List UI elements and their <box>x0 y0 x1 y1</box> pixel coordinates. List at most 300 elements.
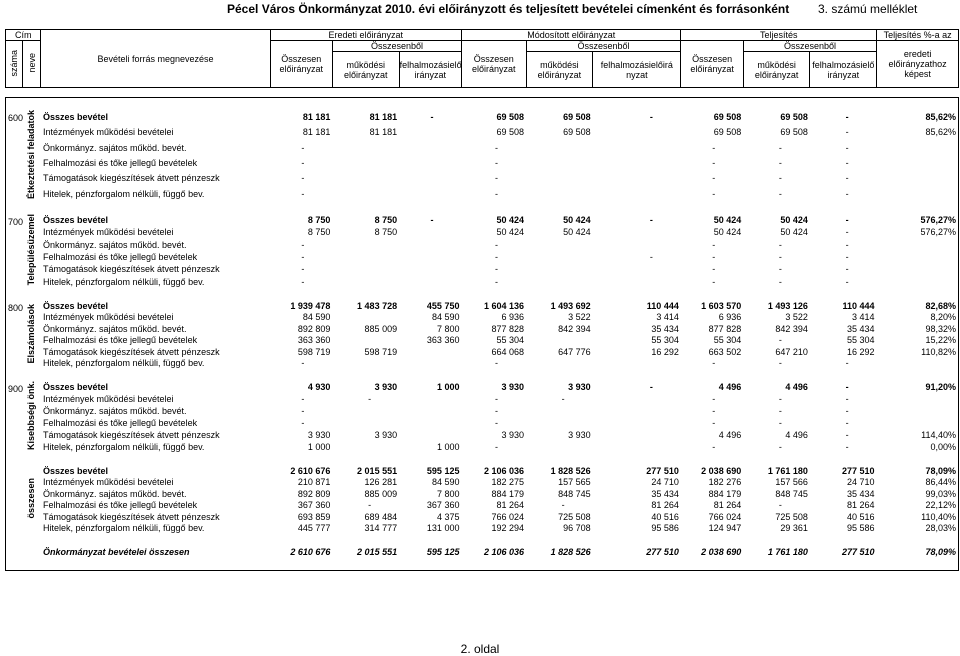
value-cell: - <box>778 500 782 511</box>
cim-name <box>23 465 41 534</box>
value-cell: - <box>778 335 782 346</box>
value-cell: 50 424 <box>713 227 742 238</box>
grand-total-value: 78,09% <box>925 546 956 557</box>
annex-label: 3. számú melléklet <box>818 2 918 16</box>
blank <box>23 546 41 558</box>
value-cell <box>332 441 399 453</box>
table-row <box>6 500 959 512</box>
col-eredeti-osszesen: Összesen előirányzat <box>270 41 332 88</box>
value-cell: 367 360 <box>426 500 460 511</box>
table-row <box>6 511 959 523</box>
value-cell: 85,62% <box>925 112 956 123</box>
value-cell <box>877 251 959 263</box>
value-cell: 3 930 <box>501 381 524 392</box>
value-cell: 3 930 <box>568 381 591 392</box>
value-cell <box>526 358 593 370</box>
value-cell: - <box>845 417 849 428</box>
table-row <box>6 276 959 288</box>
source-label: Összes bevétel <box>42 214 109 225</box>
value-cell: 8 750 <box>374 214 398 225</box>
document-title: Pécel Város Önkormányzat 2010. évi előirányzott és teljesített bevételei címenként és forrásonként <box>227 2 790 16</box>
value-cell <box>877 276 959 288</box>
value-cell: - <box>494 251 498 262</box>
value-cell: 576,27% <box>920 227 956 238</box>
grand-total-value: 2 038 690 <box>701 546 742 557</box>
value-cell <box>526 156 593 171</box>
source-label: Felhalmozási és tőke jellegű bevételek <box>42 158 198 169</box>
value-cell: 848 745 <box>775 488 808 499</box>
value-cell: 363 360 <box>426 335 460 346</box>
value-cell: 24 710 <box>847 477 875 488</box>
value-cell: - <box>845 112 849 123</box>
value-cell: 3 522 <box>785 312 808 323</box>
value-cell: 6 936 <box>501 312 524 323</box>
value-cell: - <box>649 112 653 123</box>
value-cell <box>593 417 681 429</box>
value-cell: 40 516 <box>651 511 679 522</box>
value-cell: - <box>778 142 782 153</box>
value-cell <box>593 156 681 171</box>
value-cell: - <box>301 173 305 184</box>
grand-total-value: 2 015 551 <box>357 546 398 557</box>
source-label: Intézmények működési bevételei <box>42 393 174 404</box>
value-cell: - <box>494 358 498 369</box>
value-cell <box>526 417 593 429</box>
group-total-row <box>6 214 959 226</box>
value-cell: 99,03% <box>925 488 956 499</box>
value-cell <box>593 125 681 140</box>
col-neve: neve <box>23 41 41 88</box>
value-cell: - <box>494 173 498 184</box>
value-cell: 69 508 <box>713 112 742 123</box>
value-cell: 1 761 180 <box>767 465 808 476</box>
value-cell: 4 375 <box>436 511 460 522</box>
value-cell: 277 510 <box>842 465 875 476</box>
value-cell: 35 434 <box>847 488 875 499</box>
spacer-row <box>6 202 959 214</box>
value-cell: 693 859 <box>297 511 331 522</box>
value-cell: 81 181 <box>369 112 398 123</box>
table-row <box>6 323 959 335</box>
source-label: Felhalmozási és tőke jellegű bevételek <box>42 417 198 428</box>
source-label: Hitelek, pénzforgalom nélküli, függő bev. <box>42 276 205 287</box>
value-cell: 81 181 <box>302 127 331 138</box>
value-cell: 84 590 <box>431 477 460 488</box>
value-cell <box>593 226 681 238</box>
value-cell: 24 710 <box>651 477 679 488</box>
value-cell: 4 496 <box>785 429 808 440</box>
value-cell <box>399 141 461 156</box>
col-mod-osszesen: Összesen előirányzat <box>462 41 527 88</box>
value-cell: - <box>712 405 716 416</box>
value-cell: 663 502 <box>708 346 742 357</box>
value-cell: 848 745 <box>558 488 591 499</box>
value-cell: 598 719 <box>297 346 331 357</box>
value-cell: 157 565 <box>558 477 591 488</box>
value-cell: 55 304 <box>496 335 524 346</box>
value-cell: - <box>649 251 653 262</box>
value-cell: - <box>845 158 849 169</box>
blank <box>6 546 23 558</box>
value-cell: 3 930 <box>307 429 331 440</box>
value-cell: 35 434 <box>651 323 679 334</box>
grand-total-value: 2 610 676 <box>290 546 331 557</box>
value-cell: 2 038 690 <box>701 465 742 476</box>
value-cell: - <box>430 112 434 123</box>
cim-name-label: összesen <box>26 478 37 519</box>
source-label: Önkormányz. sajátos működ. bevét. <box>42 323 187 334</box>
value-cell: 50 424 <box>780 227 808 238</box>
source-label: Felhalmozási és tőke jellegű bevételek <box>42 500 198 511</box>
value-cell: 110,82% <box>921 346 956 357</box>
value-cell: 2 106 036 <box>483 465 524 476</box>
value-cell: - <box>494 158 498 169</box>
value-cell: 157 566 <box>775 477 808 488</box>
value-cell: - <box>778 393 782 404</box>
col-szama: száma <box>6 41 23 88</box>
value-cell <box>332 239 399 251</box>
cim-code: 700 <box>8 217 23 228</box>
value-cell: 95 586 <box>651 523 679 534</box>
value-cell: 81 264 <box>496 500 524 511</box>
value-cell: 86,44% <box>925 477 956 488</box>
col-eredeti-osszesenbol: Összesenből <box>332 41 461 52</box>
grand-total-row <box>6 546 959 558</box>
col-pct-top: Teljesítés %-a az <box>877 30 959 41</box>
value-cell: 69 508 <box>563 127 591 138</box>
value-cell: - <box>845 441 849 452</box>
value-cell <box>399 417 461 429</box>
page-number: 2. oldal <box>460 642 500 656</box>
value-cell <box>526 187 593 202</box>
value-cell: 314 777 <box>364 523 398 534</box>
value-cell: 7 800 <box>436 488 460 499</box>
col-pct-rest: eredeti előirányzathoz képest <box>877 41 959 88</box>
value-cell <box>593 239 681 251</box>
value-cell: 55 304 <box>847 335 875 346</box>
value-cell: 85,62% <box>925 127 956 138</box>
value-cell: - <box>845 429 849 440</box>
value-cell <box>593 276 681 288</box>
value-cell: - <box>712 417 716 428</box>
value-cell: 40 516 <box>847 511 875 522</box>
grand-total-value: 277 510 <box>646 546 679 557</box>
source-label: Önkormányz. sajátos működ. bevét. <box>42 142 187 153</box>
value-cell: - <box>778 441 782 452</box>
value-cell <box>399 226 461 238</box>
table-row <box>6 239 959 251</box>
value-cell: - <box>301 393 305 404</box>
value-cell <box>877 417 959 429</box>
table-row <box>6 264 959 276</box>
source-label: Összes bevétel <box>42 300 109 311</box>
table-row <box>6 187 959 202</box>
value-cell: 110 444 <box>842 300 875 311</box>
value-cell: 877 828 <box>491 323 524 334</box>
value-cell <box>332 141 399 156</box>
value-cell: 50 424 <box>496 214 524 225</box>
value-cell: - <box>301 239 305 250</box>
table-row <box>6 251 959 263</box>
value-cell: 8 750 <box>307 227 331 238</box>
value-cell: - <box>712 358 716 369</box>
revenue-table <box>5 97 959 571</box>
value-cell: 455 750 <box>426 300 460 311</box>
value-cell: 885 009 <box>364 323 398 334</box>
source-label: Intézmények működési bevételei <box>42 227 174 238</box>
grand-total-value: 1 828 526 <box>550 546 591 557</box>
value-cell <box>593 393 681 405</box>
value-cell: - <box>845 227 849 238</box>
value-cell: 110,40% <box>921 511 956 522</box>
col-modositott: Módosított előirányzat <box>462 30 681 41</box>
spacer-row <box>6 558 959 571</box>
value-cell: - <box>778 158 782 169</box>
value-cell: 81 181 <box>369 127 398 138</box>
value-cell <box>526 141 593 156</box>
value-cell <box>877 239 959 251</box>
table-row <box>6 477 959 489</box>
col-mod-felhalm: felhalmozásielőirá nyzat <box>593 52 681 88</box>
col-teljesites: Teljesítés <box>681 30 877 41</box>
value-cell: 29 361 <box>780 523 808 534</box>
value-cell: 98,32% <box>925 323 956 334</box>
value-cell: 1 939 478 <box>290 300 331 311</box>
value-cell: 884 179 <box>708 488 742 499</box>
value-cell <box>332 156 399 171</box>
col-eredeti-mukodesi: működési előirányzat <box>332 52 399 88</box>
table-row <box>6 141 959 156</box>
table-row <box>6 125 959 140</box>
value-cell: - <box>494 188 498 199</box>
value-cell: - <box>778 264 782 275</box>
value-cell: 8 750 <box>374 227 398 238</box>
value-cell: 725 508 <box>775 511 808 522</box>
source-label: Intézmények működési bevételei <box>42 312 174 323</box>
value-cell: 647 776 <box>558 346 591 357</box>
value-cell: 81 264 <box>713 500 742 511</box>
value-cell: 124 947 <box>708 523 742 534</box>
value-cell: - <box>712 393 716 404</box>
source-label: Önkormányz. sajátos működ. bevét. <box>42 488 187 499</box>
value-cell: - <box>494 393 498 404</box>
source-label: Felhalmozási és tőke jellegű bevételek <box>42 251 198 262</box>
source-label: Intézmények működési bevételei <box>42 477 174 488</box>
value-cell: - <box>845 188 849 199</box>
value-cell <box>332 264 399 276</box>
grand-total-value: 277 510 <box>842 546 875 557</box>
value-cell: 82,68% <box>925 300 956 311</box>
value-cell <box>526 264 593 276</box>
value-cell: - <box>778 276 782 287</box>
value-cell: 81 264 <box>651 500 679 511</box>
value-cell: 182 276 <box>708 477 742 488</box>
table-row <box>6 346 959 358</box>
value-cell: - <box>712 276 716 287</box>
value-cell: 1 483 728 <box>357 300 398 311</box>
value-cell: 69 508 <box>780 112 808 123</box>
value-cell: 884 179 <box>491 488 524 499</box>
value-cell: - <box>561 500 565 511</box>
cim-name <box>23 110 41 202</box>
value-cell <box>526 405 593 417</box>
spacer-row <box>6 369 959 381</box>
source-label: Felhalmozási és tőke jellegű bevételek <box>42 335 198 346</box>
value-cell <box>526 441 593 453</box>
value-cell: 3 414 <box>852 312 875 323</box>
value-cell: 1 493 126 <box>767 300 808 311</box>
value-cell: - <box>649 381 653 392</box>
value-cell: - <box>712 239 716 250</box>
value-cell: 842 394 <box>775 323 808 334</box>
source-label: Támogatások kiegészítések átvett pénzeszk <box>42 173 220 184</box>
value-cell: 69 508 <box>780 127 808 138</box>
col-source: Bevételi forrás megnevezése <box>41 30 270 88</box>
value-cell: - <box>778 358 782 369</box>
value-cell <box>332 187 399 202</box>
source-label: Támogatások kiegészítések átvett pénzeszk <box>42 264 220 275</box>
value-cell <box>877 187 959 202</box>
value-cell: - <box>494 239 498 250</box>
value-cell: 84 590 <box>302 312 331 323</box>
value-cell: 2 015 551 <box>357 465 398 476</box>
value-cell <box>877 405 959 417</box>
source-label: Önkormányz. sajátos működ. bevét. <box>42 405 187 416</box>
table-row <box>6 441 959 453</box>
value-cell: 69 508 <box>496 112 524 123</box>
value-cell: 192 294 <box>491 523 524 534</box>
value-cell: 877 828 <box>708 323 742 334</box>
value-cell: 91,20% <box>925 381 956 392</box>
source-label: Hitelek, pénzforgalom nélküli, függő bev. <box>42 358 205 369</box>
value-cell: 1 828 526 <box>550 465 591 476</box>
value-cell: 110 444 <box>646 300 679 311</box>
value-cell: - <box>778 405 782 416</box>
group-total-row <box>6 465 959 477</box>
source-label: Hitelek, pénzforgalom nélküli, függő bev. <box>42 188 205 199</box>
value-cell: 3 930 <box>501 429 524 440</box>
value-cell: - <box>778 251 782 262</box>
value-cell <box>877 393 959 405</box>
table-row <box>6 393 959 405</box>
value-cell: 69 508 <box>496 127 524 138</box>
value-cell: 7 800 <box>436 323 460 334</box>
value-cell <box>332 276 399 288</box>
source-label: Hitelek, pénzforgalom nélküli, függő bev. <box>42 523 205 534</box>
value-cell: - <box>301 251 305 262</box>
value-cell: 50 424 <box>563 214 591 225</box>
value-cell: - <box>712 251 716 262</box>
value-cell <box>526 335 593 347</box>
value-cell: - <box>368 393 372 404</box>
value-cell: - <box>494 417 498 428</box>
table-row <box>6 405 959 417</box>
value-cell: 766 024 <box>708 511 742 522</box>
value-cell <box>332 312 399 324</box>
value-cell <box>877 264 959 276</box>
value-cell <box>399 393 461 405</box>
value-cell: - <box>778 239 782 250</box>
source-label: Összes bevétel <box>42 465 109 476</box>
value-cell <box>399 429 461 441</box>
value-cell: 55 304 <box>713 335 742 346</box>
cim-name <box>23 381 41 453</box>
value-cell <box>526 239 593 251</box>
value-cell: - <box>712 441 716 452</box>
value-cell: - <box>845 276 849 287</box>
value-cell: - <box>845 127 849 138</box>
cim-name <box>23 214 41 288</box>
value-cell <box>399 405 461 417</box>
value-cell <box>593 358 681 370</box>
value-cell <box>526 251 593 263</box>
value-cell: 50 424 <box>713 214 742 225</box>
value-cell: - <box>712 142 716 153</box>
value-cell <box>593 429 681 441</box>
value-cell: 50 424 <box>496 227 524 238</box>
value-cell: - <box>301 158 305 169</box>
value-cell: 664 068 <box>491 346 524 357</box>
value-cell: 3 414 <box>656 312 679 323</box>
table-row <box>6 523 959 535</box>
value-cell <box>332 417 399 429</box>
group-total-row <box>6 300 959 312</box>
value-cell: 78,09% <box>925 465 956 476</box>
col-mod-osszesenbol: Összesenből <box>526 41 681 52</box>
value-cell: - <box>712 158 716 169</box>
value-cell: 35 434 <box>651 488 679 499</box>
value-cell: 1 000 <box>307 441 331 452</box>
value-cell: - <box>494 142 498 153</box>
value-cell: - <box>494 405 498 416</box>
value-cell: - <box>845 358 849 369</box>
source-label: Támogatások kiegészítések átvett pénzeszk <box>42 346 220 357</box>
value-cell <box>399 187 461 202</box>
table-row <box>6 417 959 429</box>
value-cell: 725 508 <box>558 511 591 522</box>
spacer-row <box>6 534 959 546</box>
value-cell: 96 708 <box>563 523 591 534</box>
value-cell: 95 586 <box>847 523 875 534</box>
source-label: Összes bevétel <box>42 381 109 392</box>
value-cell: 15,22% <box>925 335 956 346</box>
value-cell: 595 125 <box>426 465 460 476</box>
value-cell: - <box>301 264 305 275</box>
value-cell: 126 281 <box>364 477 398 488</box>
value-cell: 16 292 <box>847 346 875 357</box>
value-cell: 363 360 <box>297 335 331 346</box>
col-telj-felhalm: felhalmozásielő irányzat <box>810 52 877 88</box>
value-cell <box>877 358 959 370</box>
grand-total-value: 1 761 180 <box>767 546 808 557</box>
value-cell <box>332 251 399 263</box>
value-cell <box>399 346 461 358</box>
cim-name <box>23 300 41 369</box>
value-cell <box>593 405 681 417</box>
value-cell: - <box>845 264 849 275</box>
grand-total-value: 595 125 <box>426 546 460 557</box>
value-cell <box>877 141 959 156</box>
value-cell: 689 484 <box>364 511 398 522</box>
value-cell: 8 750 <box>307 214 331 225</box>
value-cell: 842 394 <box>558 323 591 334</box>
value-cell: - <box>301 188 305 199</box>
spacer-row <box>6 453 959 465</box>
value-cell: 3 930 <box>568 429 591 440</box>
col-cim: Cím <box>6 30 41 41</box>
table-row <box>6 226 959 238</box>
value-cell: 0,00% <box>930 441 956 452</box>
